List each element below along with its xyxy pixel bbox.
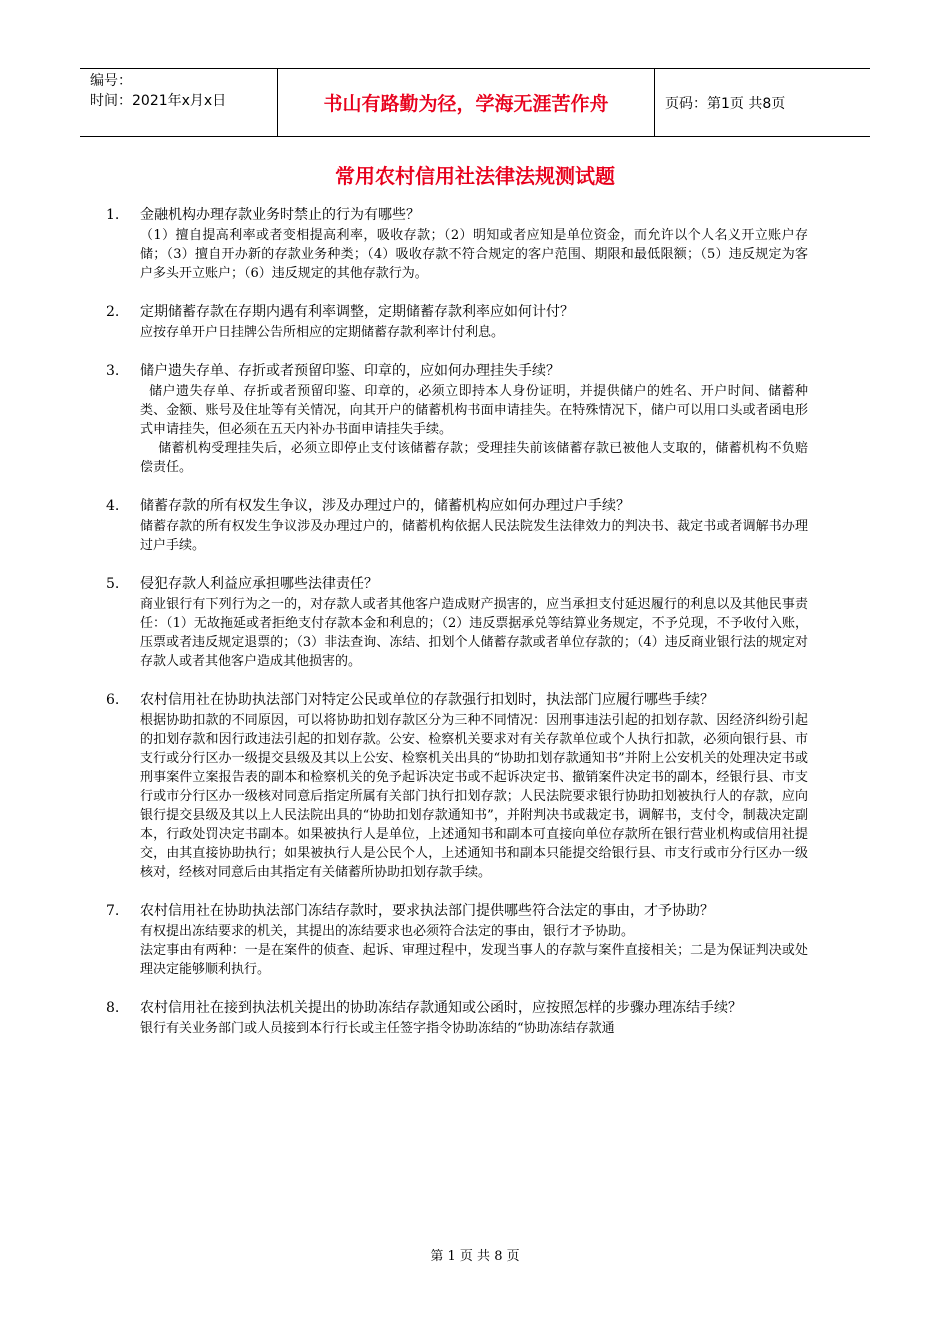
header-page-code: 页码：第1页 共8页 [665,95,786,112]
question-text: 金融机构办理存款业务时禁止的行为有哪些？ [140,207,420,223]
answer-paragraph: 根据协助扣款的不同原因，可以将协助扣划存款区分为三种不同情况：因刑事违法引起的扣划存款、因经济纠纷引起的扣划存款和因行政违法引起的扣划存款。公安、检察机关要求对有关存款单位或个人执行扣款，必须向银行县、市支行或分行区办一级提交县级及其以上公安、检察机关出具的“协助扣划存款通知书”并附上公安机关的处理决定书或刑事案件立案报告表的副本和检察机关的免予起诉决定书或不起诉决定书、撤销案件决定书的副本，经银行县、市支行或市分行区办一级核对同意后指定所属有关部门执行扣划存款；人民法院要求银行协助扣划被执行人的存款，应向银行提交县级及其以上人民法院出具的“协助扣划存款通知书”，并附判决书或裁定书，调解书，支付令，制裁决定副本，行政处罚决定书副本。如果被执行人是单位，上述通知书和副本可直接向单位存款所在银行营业机构或信用社提交，由其直接协助执行；如果被执行人是公民个人，上述通知书和副本只能提交给银行县、市支行或市分行区办一级核对，经核对同意后由其指定有关储蓄所协助扣划存款手续。 [140,713,808,880]
question-number: 7. [106,903,120,919]
question-text: 农村信用社在协助执法部门对特定公民或单位的存款强行扣划时，执法部门应履行哪些手续？ [140,692,714,708]
answer-paragraph: 应按存单开户日挂牌公告所相应的定期储蓄存款利率计付利息。 [140,325,505,340]
answer-paragraph: 储户遗失存单、存折或者预留印鉴、印章的，必须立即持本人身份证明，并提供储户的姓名、开户时间、储蓄种类、金额、账号及住址等有关情况，向其开户的储蓄机构书面申请挂失。在特殊情况下，储户可以用口头或者函电形式申请挂失，但必须在五天内补办书面申请挂失手续。 [140,384,808,437]
answer-paragraph: （1）擅自提高利率或者变相提高利率，吸收存款；（2）明知或者应知是单位资金，而允许以个人名义开立账户存储；（3）擅自开办新的存款业务种类；（4）吸收存款不符合规定的客户范围、期限和最低限额；（5）违反规定为客户多头开立账户；（6）违反规定的其他存款行为。 [140,228,808,281]
question-number: 8. [106,1000,120,1016]
document-title: 常用农村信用社法律法规测试题 [335,164,615,188]
question-text: 农村信用社在协助执法部门冻结存款时，要求执法部门提供哪些符合法定的事由，才予协助？ [140,903,714,919]
answer-paragraph: 储蓄存款的所有权发生争议涉及办理过户的，储蓄机构依据人民法院发生法律效力的判决书、裁定书或者调解书办理过户手续。 [140,519,808,553]
question-number: 1. [106,207,120,223]
question-number: 6. [106,692,120,708]
answer-paragraph: 法定事由有两种：一是在案件的侦查、起诉、审理过程中，发现当事人的存款与案件直接相关；二是为保证判决或处理决定能够顺利执行。 [140,943,808,977]
question-item [106,205,808,283]
number-label: 编号： [90,73,132,89]
question-text: 定期储蓄存款在存期内遇有利率调整，定期储蓄存款利率应如何计付？ [140,304,574,320]
question-number: 3. [106,363,120,379]
question-item [106,496,808,555]
question-text: 侵犯存款人利益应承担哪些法律责任？ [140,576,378,592]
question-item [106,690,808,882]
question-item [106,574,808,671]
page-footer: 第 1 页 共 8 页 [430,1249,520,1264]
answer-paragraph: 储蓄机构受理挂失后，必须立即停止支付该储蓄存款；受理挂失前该储蓄存款已被他人支取的，储蓄机构不负赔偿责任。 [140,441,808,475]
question-list [106,205,808,1057]
question-text: 储蓄存款的所有权发生争议，涉及办理过户的，储蓄机构应如何办理过户手续？ [140,498,630,514]
question-number: 4. [106,498,120,514]
answer-paragraph: 有权提出冻结要求的机关，其提出的冻结要求也必须符合法定的事由，银行才予协助。 [140,924,635,939]
answer-paragraph: 银行有关业务部门或人员接到本行行长或主任签字指令协助冻结的“协助冻结存款通 [140,1021,615,1036]
time-label: 时间：2021年x月x日 [90,93,227,109]
question-text: 农村信用社在接到执法机关提出的协助冻结存款通知或公函时，应按照怎样的步骤办理冻结手续？ [140,1000,742,1016]
question-item [106,901,808,979]
question-item [106,998,808,1038]
question-number: 5. [106,576,120,592]
answer-paragraph: 商业银行有下列行为之一的，对存款人或者其他客户造成财产损害的，应当承担支付延迟履行的利息以及其他民事责任：（1）无故拖延或者拒绝支付存款本金和利息的；（2）违反票据承兑等结算业务规定，不予兑现，不予收付入账，压票或者违反规定退票的；（3）非法查询、冻结、扣划个人储蓄存款或者单位存款的；（4）违反商业银行法的规定对存款人或者其他客户造成其他损害的。 [140,597,808,669]
question-item [106,302,808,342]
question-item [106,361,808,477]
header-table [80,68,870,137]
question-text: 储户遗失存单、存折或者预留印鉴、印章的，应如何办理挂失手续？ [140,363,560,379]
header-meta [80,69,278,136]
header-motto: 书山有路勤为径，学海无涯苦作舟 [278,69,655,136]
question-number: 2. [106,304,120,320]
